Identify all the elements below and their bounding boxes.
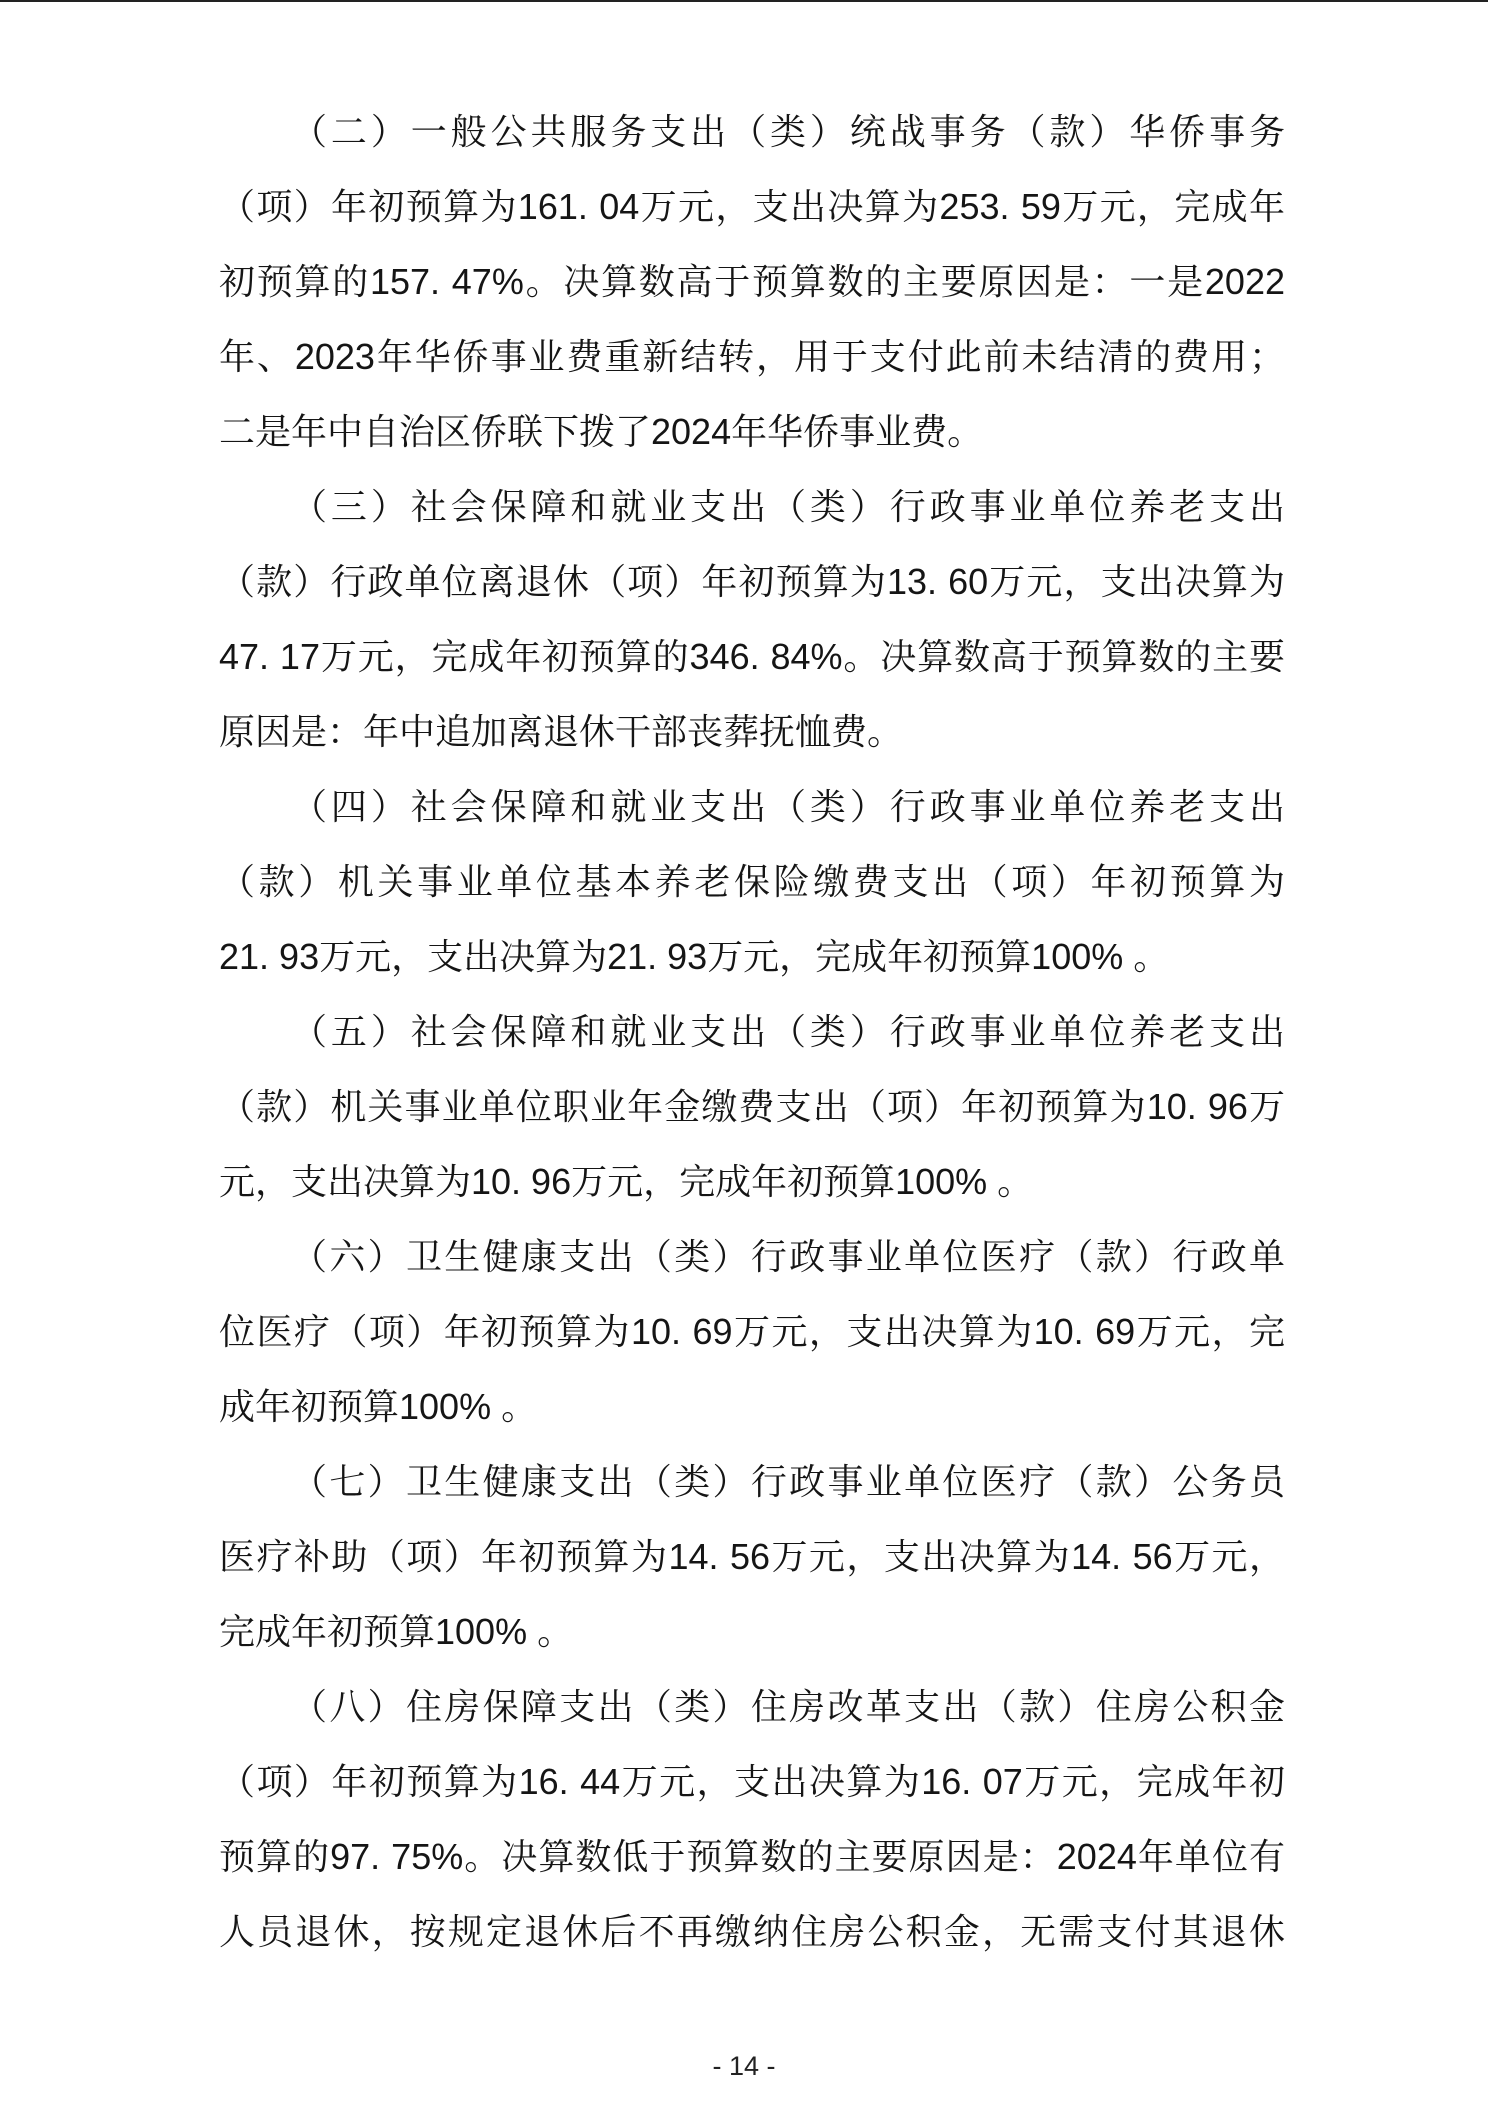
text-line: 预算的97. 75%。决算数低于预算数的主要原因是：2024年单位有: [219, 1836, 1285, 1877]
paragraph-occupational-annuity-contributions: [219, 994, 1285, 1219]
paragraph-basic-pension-contributions: [219, 769, 1285, 994]
text-line: （七）卫生健康支出（类）行政事业单位医疗（款）公务员: [291, 1461, 1285, 1502]
text-line: 二是年中自治区侨联下拨了2024年华侨事业费。: [219, 411, 984, 452]
text-line: （项）年初预算为16. 44万元，支出决算为16. 07万元，完成年初: [219, 1761, 1285, 1802]
text-line: （项）年初预算为161. 04万元，支出决算为253. 59万元，完成年: [219, 186, 1285, 227]
text-line: 成年初预算100% 。: [219, 1386, 538, 1427]
text-line: 21. 93万元，支出决算为21. 93万元，完成年初预算100% 。: [219, 936, 1170, 977]
paragraph-retirement-administrative-units: [219, 469, 1285, 769]
paragraph-housing-provident-fund: [219, 1669, 1285, 1969]
paragraph-administrative-unit-medical: [219, 1219, 1285, 1444]
text-line: （款）机关事业单位基本养老保险缴费支出（项）年初预算为: [219, 861, 1285, 902]
text-line: （四）社会保障和就业支出（类）行政事业单位养老支出: [291, 786, 1285, 827]
text-line: 初预算的157. 47%。决算数高于预算数的主要原因是：一是2022: [219, 261, 1285, 302]
text-line: 47. 17万元，完成年初预算的346. 84%。决算数高于预算数的主要: [219, 636, 1285, 677]
text-line: （二）一般公共服务支出（类）统战事务（款）华侨事务: [291, 111, 1285, 152]
text-line: （款）行政单位离退休（项）年初预算为13. 60万元，支出决算为: [219, 561, 1285, 602]
text-line: （款）机关事业单位职业年金缴费支出（项）年初预算为10. 96万: [219, 1086, 1285, 1127]
text-line: 完成年初预算100% 。: [219, 1611, 574, 1652]
text-line: 元，支出决算为10. 96万元，完成年初预算100% 。: [219, 1161, 1034, 1202]
text-line: 位医疗（项）年初预算为10. 69万元，支出决算为10. 69万元，完: [219, 1311, 1285, 1352]
text-line: 人员退休，按规定退休后不再缴纳住房公积金，无需支付其退休: [219, 1911, 1285, 1952]
text-line: （六）卫生健康支出（类）行政事业单位医疗（款）行政单: [291, 1236, 1285, 1277]
text-line: （五）社会保障和就业支出（类）行政事业单位养老支出: [291, 1011, 1285, 1052]
text-line: 年、2023年华侨事业费重新结转，用于支付此前未结清的费用；: [219, 336, 1285, 377]
text-line: （八）住房保障支出（类）住房改革支出（款）住房公积金: [291, 1686, 1285, 1727]
paragraph-overseas-chinese-affairs: [219, 94, 1285, 469]
page-number: - 14 -: [712, 2051, 776, 2081]
text-line: 原因是：年中追加离退休干部丧葬抚恤费。: [219, 711, 904, 752]
text-line: （三）社会保障和就业支出（类）行政事业单位养老支出: [291, 486, 1285, 527]
document-body: [219, 94, 1285, 1969]
text-line: 医疗补助（项）年初预算为14. 56万元，支出决算为14. 56万元，: [219, 1536, 1285, 1577]
paragraph-civil-servant-medical-subsidy: [219, 1444, 1285, 1669]
